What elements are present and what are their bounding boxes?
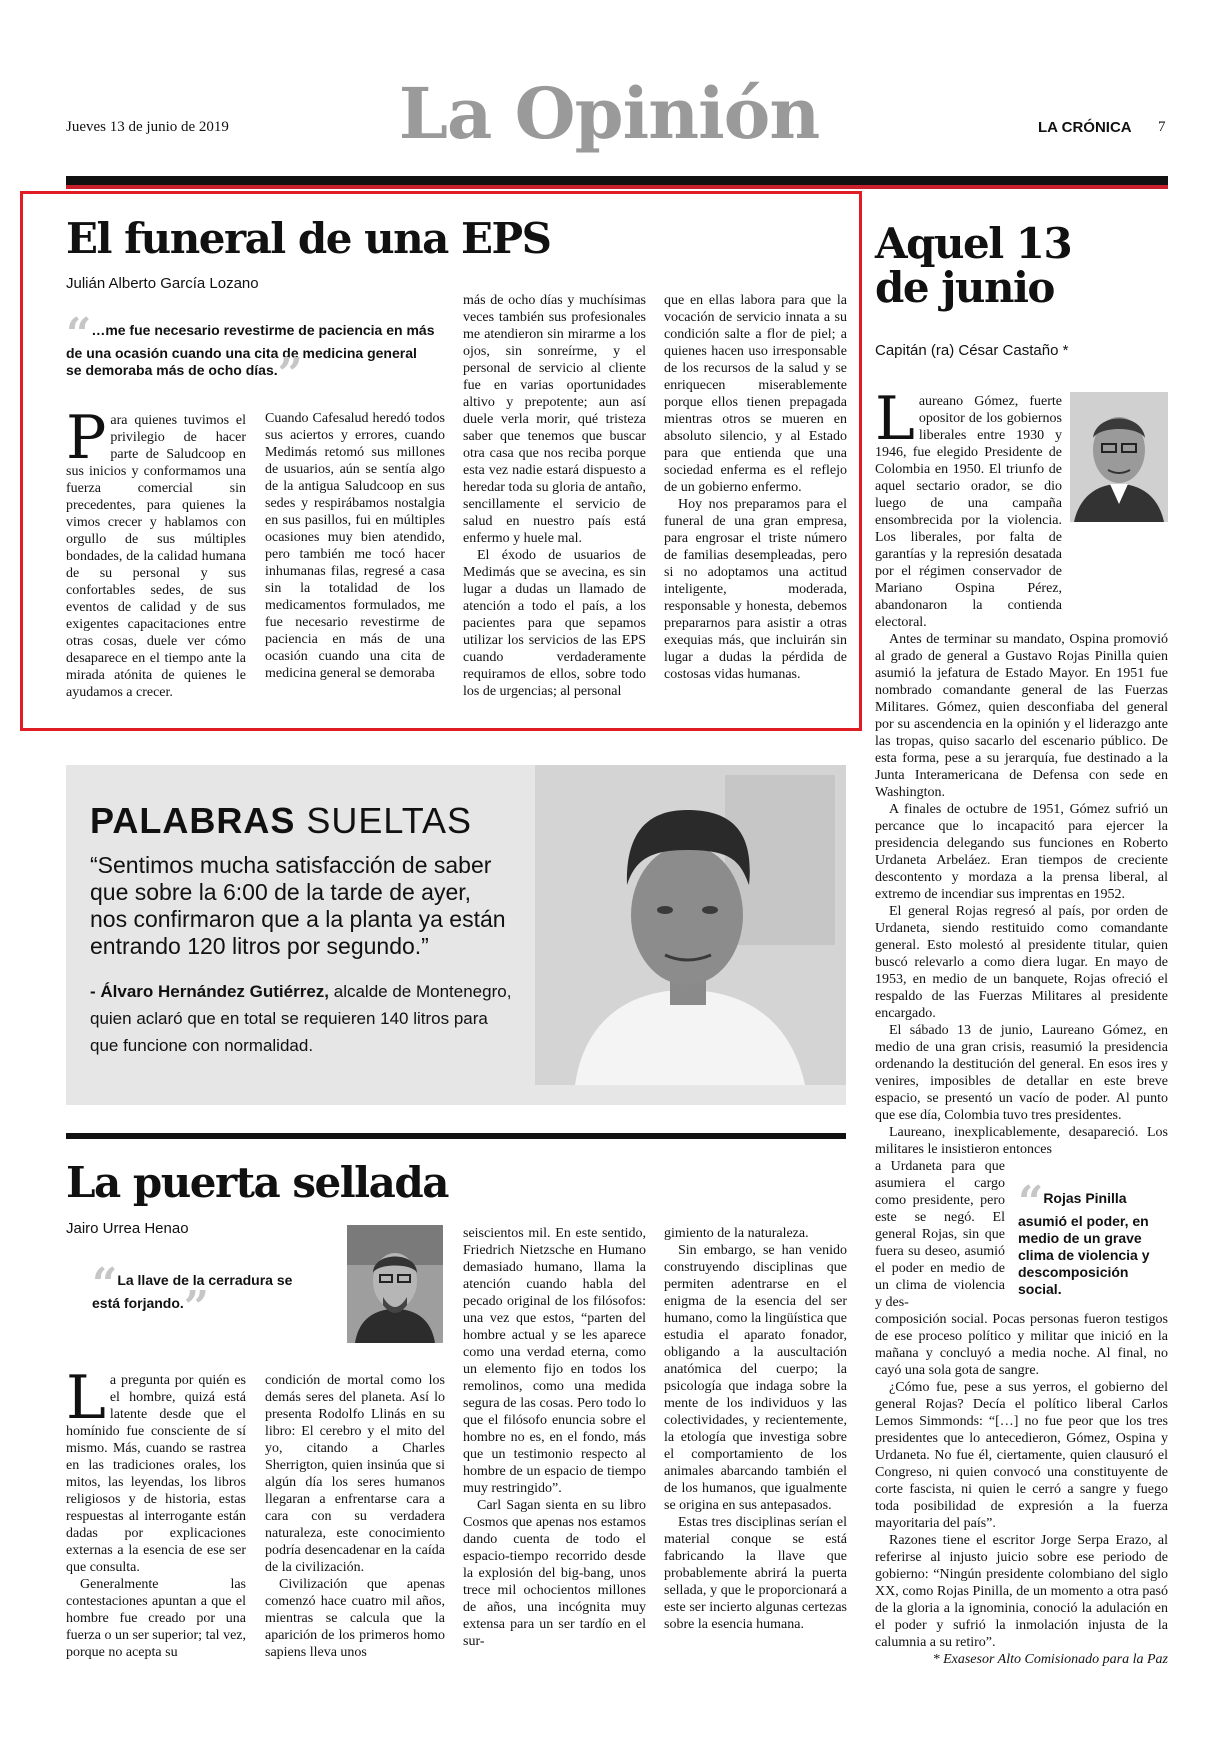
pullquote-junio: “Rojas Pinilla asumió el poder, en medio de un grave clima de violencia y descomposición social. [1018, 1177, 1150, 1297]
pullquote-puerta: “La llave de la cerradura se está forjando.” [92, 1259, 293, 1333]
article-column-puerta-3: seiscientos mil. En este sentido, Friedrich Nietzsche en Humano demasiado humano, llama la atención cuando habla del pecado original de los filósofos: una vez que estos, “parten del hombre actual y se les aparece como una verdad eterna, como un elemento fijo en todos los remolinos, como una medida segura de las cosas. Pero todo lo que el filósofo enuncia sobre el hombre no es, en el fondo, más que un testimonio respecto al hombre de un espacio de tiempo muy restringido”. Carl Sagan sienta en su libro Cosmos que apenas nos estamos dando cuenta de todo el espacio-tiempo recorrido desde la explosión del big-bang, unos trece mil ochocientos millones de años, una incógnita muy extensa para un ser tardío en el sur- [463, 1226, 646, 1649]
pullquote-eps: “…me fue necesario revestirme de paciencia en más de una ocasión cuando una cita de medicina general se demoraba más de ocho días.” [66, 309, 435, 400]
article-title-puerta: La puerta sellada [66, 1158, 448, 1207]
article-body-junio: Laureano Gómez, fuerte opositor de los gobiernos liberales entre 1930 y 1946, fue elegido Presidente de Colombia en 1950. El triunfo de aquel sectario orador, se dio luego de una campaña ensombrecida por la violencia. Los liberales, por falta de garantías y la represión desatada por el régimen conservador de Mariano Ospina Pérez, abandonaron la contienda electoral. Antes de terminar su mandato, Ospina promovió al grado de general a Gustavo Rojas Pinilla quien asumió la jefatura de Estado Mayor. En 1951 fue nombrado comandante general de las Fuerzas Militares. Gómez, quien desconfiaba del general por su ascendencia en la opinión y el liderazgo ante las tropas, quiso sacarlo del escenario público. De esta forma, pese a su jerarquía, fue destinado a la Junta Interamericana de Defensa con sede en Washington. A finales de octubre de 1951, Gómez sufrió un percance que lo incapacitó para ejercer la presidencia delegando sus funciones en Roberto Urdaneta Arbeláez. Eran tiempos de creciente descontento y mordaza a la prensa liberal, al extremo de incendiar sus imprentas en 1952. El general Rojas regresó al país, por orden de Urdaneta, siendo restituido como comandante general. Esto molestó al presidente titular, quien buscó relevarlo a como diera lugar. En mayo de 1953, en medio de un banquete, Rojas ofreció el respaldo de las Fuerzas Militares al presidente encargado. El sábado 13 de junio, Laureano Gómez, en medio de una gran crisis, reasumió la presidencia ordenando la destitución del general. En esos ires y venires, imposibles de detallar en este breve espacio, se presentó un vacío de poder. Al punto que ese día, Colombia tuvo tres presidentes. Laureano, inexplicablemente, desapareció. Los militares le insistieron entonces a Urdaneta para que asumiera el cargo como presidente, pero este se negó. El general Rojas, sin que fuera su deseo, asumió el poder en medio de un clima de violencia y des- composición social. Pocas personas fueron testigos de ese proceso político y militar que inició en la mañana y concluyó a media noche. Al final, no cayó una sola gota de sangre. ¿Cómo fue, pese a sus yerros, el gobierno del general Rojas? Decía el político liberal Carlos Lemos Simmonds: “[…] no fue peor que los tres presidentes que lo antecedieron, Gómez, Ospina y Urdaneta. No fue él, ciertamente, quien clausuró el Congreso, ni quien convocó una constituyente de corte fascista, ni quien le cerró a sangre y fuego toda posibilidad de expresión a la fuerza mayoritaria del país”. Razones tiene el escritor Jorge Serpa Erazo, al referirse al injusto juicio sobre ese periodo de gobierno: “Ningún presidente colombiano del siglo XX, como Rojas Pinilla, de un momento a otra pasó de la gloria a la ignominia, conoció la adulación en el poder y sufrió la inmolación injusta de la calumnia a su retiro”. * Exasesor Alto Comisionado para la Paz [875, 384, 1168, 1667]
article-column-eps-3: más de ocho días y muchísimas veces también sus profesionales me atendieron sin mirarme a los ojos, sin sonreírme, y el personal de servicio al cliente fue en varias oportunidades altivo y prepotente; aun así duele verla morir, qué tristeza saber que tenemos que buscar otra casa que nos reciba porque esta vez nadie estará dispuesto a heredar toda su gloria de antaño, sencillamente el servicio de salud en nuestro país está enfermo y huele mal. El éxodo de usuarios de Medimás que se avecina, es sin lugar a dudas un llamado de atención a todo el país, a los pacientes para que sepamos utilizar los servicios de las EPS cuando verdaderamente requiramos de ellos, sobre todo los de urgencias; al personal [463, 293, 646, 699]
portrait-photo-jairo [347, 1225, 443, 1343]
article-column-eps-4: que en ellas labora para que la vocación de servicio innata a su condición salte a flor de piel; a quienes hacen uso irresponsable de los recursos de la salud y se enriquecen miserablemente porque ellos tienen prepagada mientras otros se mueren en absoluto silencio, y al Estado para que entienda que una sociedad enferma es el reflejo de un gobierno enfermo. Hoy nos preparamos para el funeral de una gran empresa, para engrosar el triste número de familias desempleadas, pero si no adoptamos una actitud inteligente, moderada, responsable y honesta, debemos prepararnos para asistir a otras exequias más, que incluirán sin lugar a dudas la pérdida de costosas vidas humanas. [664, 293, 847, 682]
article-column-puerta-2: condición de mortal como los demás seres del planeta. Así lo presenta Rodolfo Llinás en su libro: El cerebro y el mito del yo, citando a Charles Sherrigton, quien insinúa que si algún día los seres humanos llegaran a enfrentarse cara a cara con su verdadera naturaleza, este conocimiento podría desencadenar en la caída de la civilización. Civilización que apenas comenzó hace cuatro mil años, mientras se calcula que la aparición de los primeros homo sapiens lleva unos [265, 1373, 445, 1660]
portrait-illustration [535, 765, 846, 1085]
article-author-junio: Capitán (ra) César Castaño * [875, 342, 1069, 359]
page-number: 7 [1158, 119, 1166, 135]
newspaper-brand: LA CRÓNICA [1038, 119, 1132, 136]
header-rule-red [66, 185, 1168, 189]
issue-date: Jueves 13 de junio de 2019 [66, 119, 229, 135]
close-quote-icon: ” [183, 1282, 210, 1333]
article-author-eps: Julián Alberto García Lozano [66, 275, 259, 292]
article-column-eps-2: Cuando Cafesalud heredó todos sus aciertos y errores, cuando Medimás retomó sus millones de usuarios, aún se sentía algo de la antigua Saludcoop en sus sedes y respirábamos nostalgia en sus pasillos, fui en múltiples ocasiones muy bien atendido, pero también me tocó hacer inhumanas filas, regresé a casa sin la totalidad de los medicamentos formulados, me fue necesario revestirme de paciencia en más de una ocasión cuando una cita de medicina general se demoraba [265, 411, 445, 681]
section-rule [66, 1133, 846, 1139]
article-title-junio: Aquel 13 de junio [875, 219, 1072, 312]
palabras-sueltas-quote: “Sentimos mucha satisfacción de saber que sobre la 6:00 de la tarde de ayer, nos confirmaron que a la planta ya están entrando 120 litros por segundo.” [90, 852, 506, 959]
dropcap: L [66, 1363, 106, 1433]
open-quote-icon: “ [92, 1259, 118, 1310]
dropcap: P [66, 403, 107, 473]
palabras-sueltas-title: PALABRAS SUELTAS [90, 800, 473, 841]
palabras-sueltas-author: - Álvaro Hernández Gutiérrez, alcalde de Montenegro, quien aclaró que en total se requieren 140 litros para que funcione con normalidad. [90, 982, 512, 1055]
article-title-eps: El funeral de una EPS [66, 214, 551, 263]
masthead-title: La Opinión [398, 72, 820, 155]
article-column-puerta-4: gimiento de la naturaleza. Sin embargo, se han venido construyendo disciplinas que permiten adentrarse en el enigma de la esencia del ser humano, como la lingüística que estudia el aparato fonador, obligando a la auscultación anatómica del cuerpo; la psicología que indaga sobre la mente de los individuos y las colectividades, y recientemente, la etología que investiga sobre el comportamiento de los animales abarcando también el de los humanos, que igualmente se origina en sus antepasados. Estas tres disciplinas serían el material conque se está fabricando la llave que probablemente abrirá la puerta sellada, y que le proporcionará a este ser incierto algunas certezas sobre la esencia humana. [664, 1226, 847, 1632]
portrait-photo-alvaro [535, 765, 846, 1085]
portrait-illustration [347, 1225, 443, 1343]
open-quote-icon: “ [66, 309, 92, 360]
article-footnote: * Exasesor Alto Comisionado para la Paz [932, 1652, 1168, 1667]
header-rule [66, 176, 1168, 185]
article-column-eps-1: Para quienes tuvimos el privilegio de hacer parte de Saludcoop en sus inicios y conformamos una fuerza comercial sin precedentes, para quienes la vimos crecer y hablamos con orgullo de sus múltiples bondades, de la calidad humana de su personal y sus confortables sedes, de sus eventos de calidad y de sus exigentes capacitaciones entre otras cosas, duele ver cómo desaparece en el tiempo ante la mirada atónita de quienes le ayudamos a crecer. [66, 403, 246, 700]
dropcap: L [875, 384, 915, 454]
article-author-puerta: Jairo Urrea Henao [66, 1220, 189, 1237]
close-quote-icon: ” [277, 349, 303, 400]
article-column-puerta-1: La pregunta por quién es el hombre, quizá está latente desde que el homínido fue consciente de sí mismo. Más, cuando se rastrea en las tradiciones orales, los mitos, las leyendas, los libros religiosos y de historia, estas respuestas al interrogante están dadas por explicaciones externas a la esencia de ese ser que consulta. Generalmente las contestaciones apuntan a que el hombre fue creado por una fuerza o un ser superior; tal vez, porque no acepta su [66, 1363, 246, 1660]
open-quote-icon: “ [1018, 1177, 1044, 1228]
